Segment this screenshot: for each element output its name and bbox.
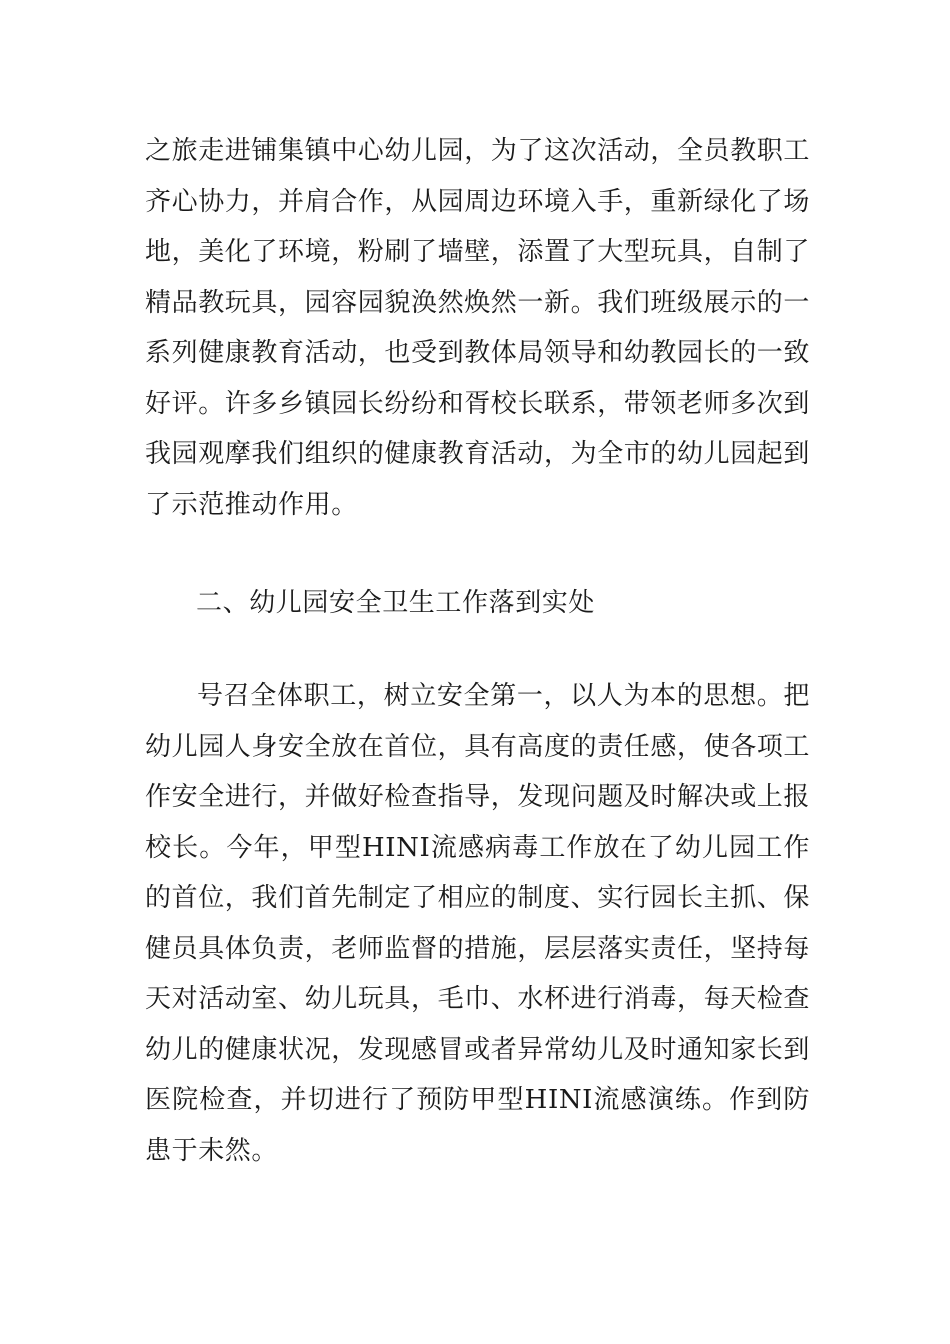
body-paragraph-safety: 号召全体职工，树立安全第一，以人为本的思想。把幼儿园人身安全放在首位，具有高度的责任感，使各项工作安全进行，并做好检查指导，发现问题及时解决或上报校长。今年，甲型HINI流感病毒工作放在了幼儿园工作的首位，我们首先制定了相应的制度、实行园长主抓、保健员具体负责，老师监督的措施，层层落实责任，坚持每天对活动室、幼儿玩具，毛巾、水杯进行消毒，每天检查幼儿的健康状况，发现感冒或者异常幼儿及时通知家长到医院检查，并切进行了预防甲型HINI流感演练。作到防患于未然。 [145,681,811,1166]
section-heading: 二、幼儿园安全卫生工作落到实处 [196,588,596,618]
body-paragraph-continued: 之旅走进铺集镇中心幼儿园，为了这次活动，全员教职工齐心协力，并肩合作，从园周边环境入手，重新绿化了场地，美化了环境，粉刷了墙壁，添置了大型玩具，自制了精品教玩具，园容园貌涣然焕然一新。我们班级展示的一系列健康教育活动，也受到教体局领导和幼教园长的一致好评。许多乡镇园长纷纷和胥校长联系，带领老师多次到我园观摩我们组织的健康教育活动，为全市的幼儿园起到了示范推动作用。 [145,136,811,520]
